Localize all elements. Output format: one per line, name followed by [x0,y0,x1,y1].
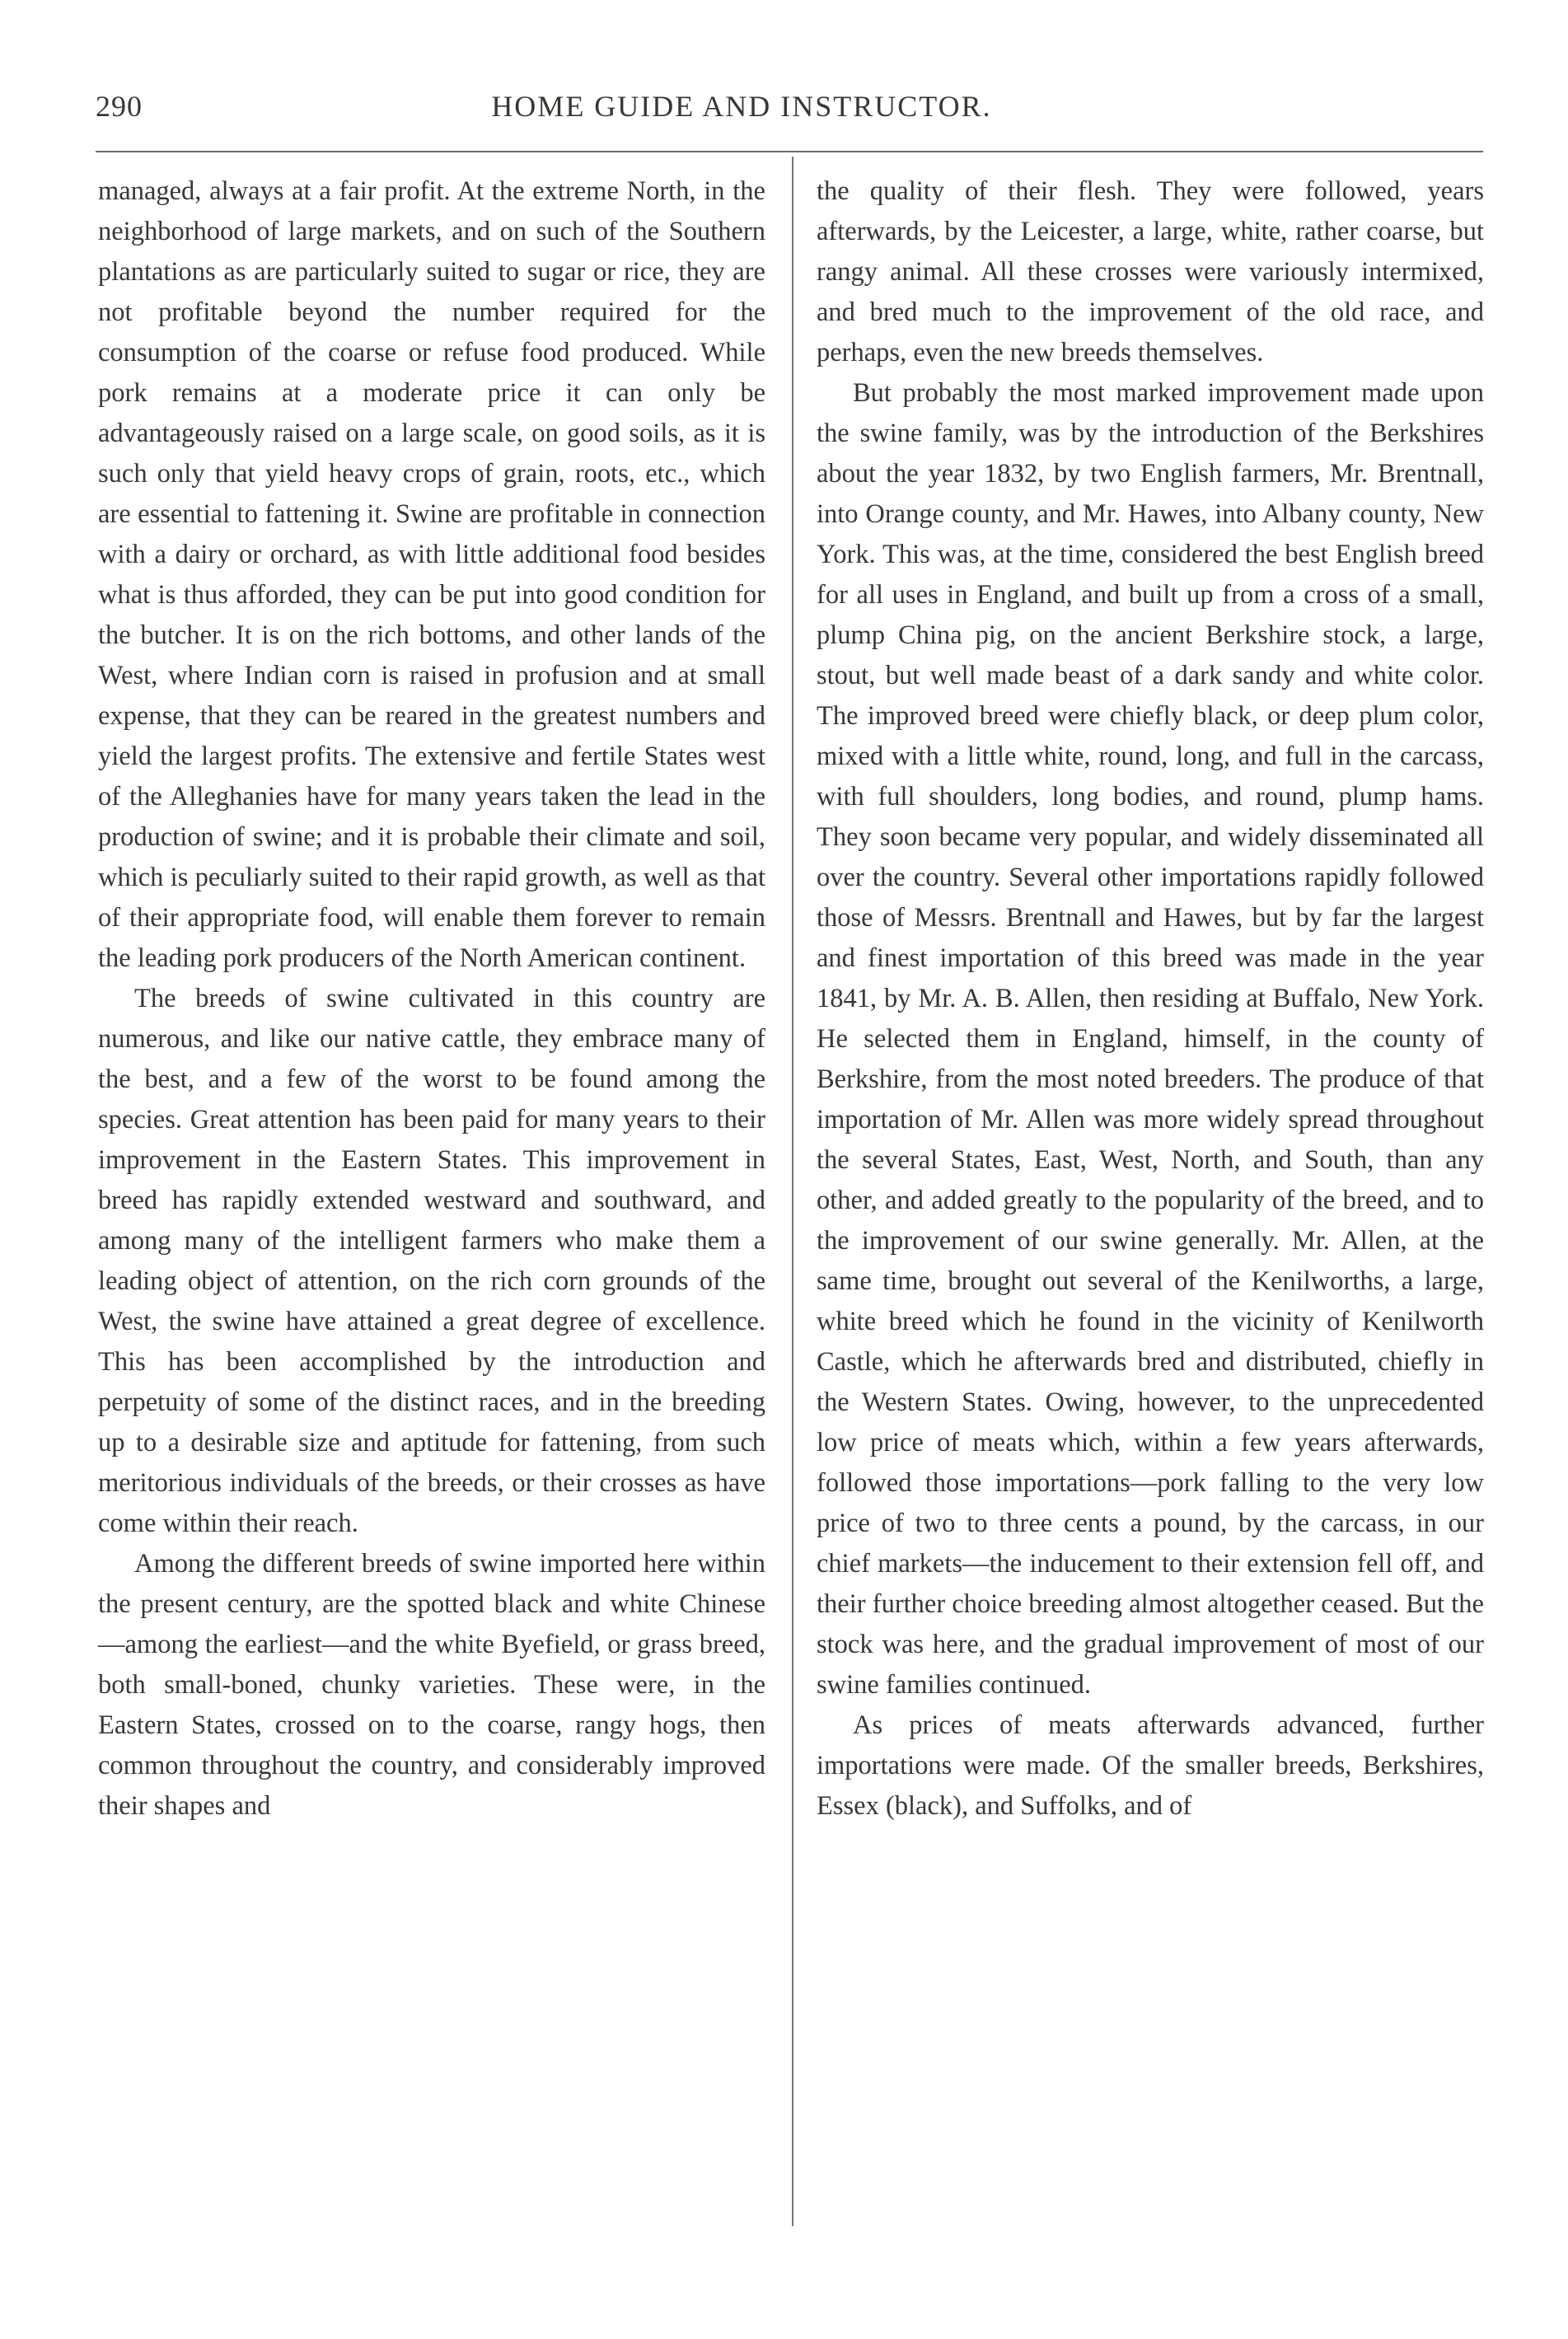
column-divider [792,157,793,2226]
left-column [98,171,765,1827]
paragraph: The breeds of swine cultivated in this country are numerous, and like our native cattle, they embrace many of the best, and a few of the worst to be found among the species. Great attention has been paid for many years to their improvement in the Eastern States. This improvement in breed has rapidly extended westward and southward, and among many of the intelligent farmers who make them a leading object of attention, on the rich corn grounds of the West, the swine have attained a great degree of excellence. This has been accomplished by the introduction and perpetuity of some of the distinct races, and in the breeding up to a desirable size and aptitude for fattening, from such meritorious individuals of the breeds, or their crosses as have come within their reach. [98,984,765,1538]
right-column [817,171,1484,1827]
paragraph: the quality of their flesh. They were followed, years afterwards, by the Leicester, a large, white, rather coarse, but rangy animal. All these crosses were variously intermixed, and bred much to the improvement of the old race, and perhaps, even the new breeds themselves. [817,176,1484,367]
paragraph: managed, always at a fair profit. At the extreme North, in the neighborhood of large markets, and on such of the Southern plantations as are particularly suited to sugar or rice, they are not profitable beyond the number required for the consumption of the coarse or refuse food produced. While pork remains at a moderate price it can only be advantageously raised on a large scale, on good soils, as it is such only that yield heavy crops of grain, roots, etc., which are essential to fattening it. Swine are profitable in connection with a dairy or orchard, as with little additional food besides what is thus afforded, they can be put into good condition for the butcher. It is on the rich bottoms, and other lands of the West, where Indian corn is raised in profusion and at small expense, that they can be reared in the greatest numbers and yield the largest profits. The extensive and fertile States west of the Alleghanies have for many years taken the lead in the production of swine; and it is probable their climate and soil, which is peculiarly suited to their rapid growth, as well as that of their appropriate food, will enable them forever to remain the leading pork producers of the North American continent. [98,176,765,973]
header-rule [96,151,1483,152]
paragraph: But probably the most marked improvement made upon the swine family, was by the introduction of the Berkshires about the year 1832, by two English farmers, Mr. Brentnall, into Orange county, and Mr. Hawes, into Albany county, New York. This was, at the time, considered the best English breed for all uses in England, and built up from a cross of a small, plump China pig, on the ancient Berkshire stock, a large, stout, but well made beast of a dark sandy and white color. The improved breed were chiefly black, or deep plum color, mixed with a little white, round, long, and full in the carcass, with full shoulders, long bodies, and round, plump hams. They soon became very popular, and widely disseminated all over the country. Several other importations rapidly followed those of Messrs. Brentnall and Hawes, but by far the largest and finest importation of this breed was made in the year 1841, by Mr. A. B. Allen, then residing at Buffalo, New York. He selected them in England, himself, in the county of Berkshire, from the most noted breeders. The produce of that importation of Mr. Allen was more widely spread throughout the several States, East, West, North, and South, than any other, and added greatly to the popularity of the breed, and to the improvement of our swine generally. Mr. Allen, at the same time, brought out several of the Kenilworths, a large, white breed which he found in the vicinity of Kenilworth Castle, which he afterwards bred and distributed, chiefly in the Western States. Owing, however, to the unprecedented low price of meats which, within a few years afterwards, followed those importations—pork falling to the very low price of two to three cents a pound, by the carcass, in our chief markets—the inducement to their extension fell off, and their further choice breeding almost altogether ceased. But the stock was here, and the gradual improvement of most of our swine families continued. [817,378,1484,1700]
paragraph: As prices of meats afterwards advanced, further importations were made. Of the smaller breeds, Berkshires, Essex (black), and Suffolks, and of [817,1710,1484,1821]
paragraph: Among the different breeds of swine imported here within the present century, are the spotted black and white Chinese—among the earliest—and the white Byefield, or grass breed, both small-boned, chunky varieties. These were, in the Eastern States, crossed on to the coarse, rangy hogs, then common throughout the country, and considerably improved their shapes and [98,1549,765,1821]
running-title: HOME GUIDE AND INSTRUCTOR. [491,90,992,123]
page-number: 290 [96,90,143,123]
